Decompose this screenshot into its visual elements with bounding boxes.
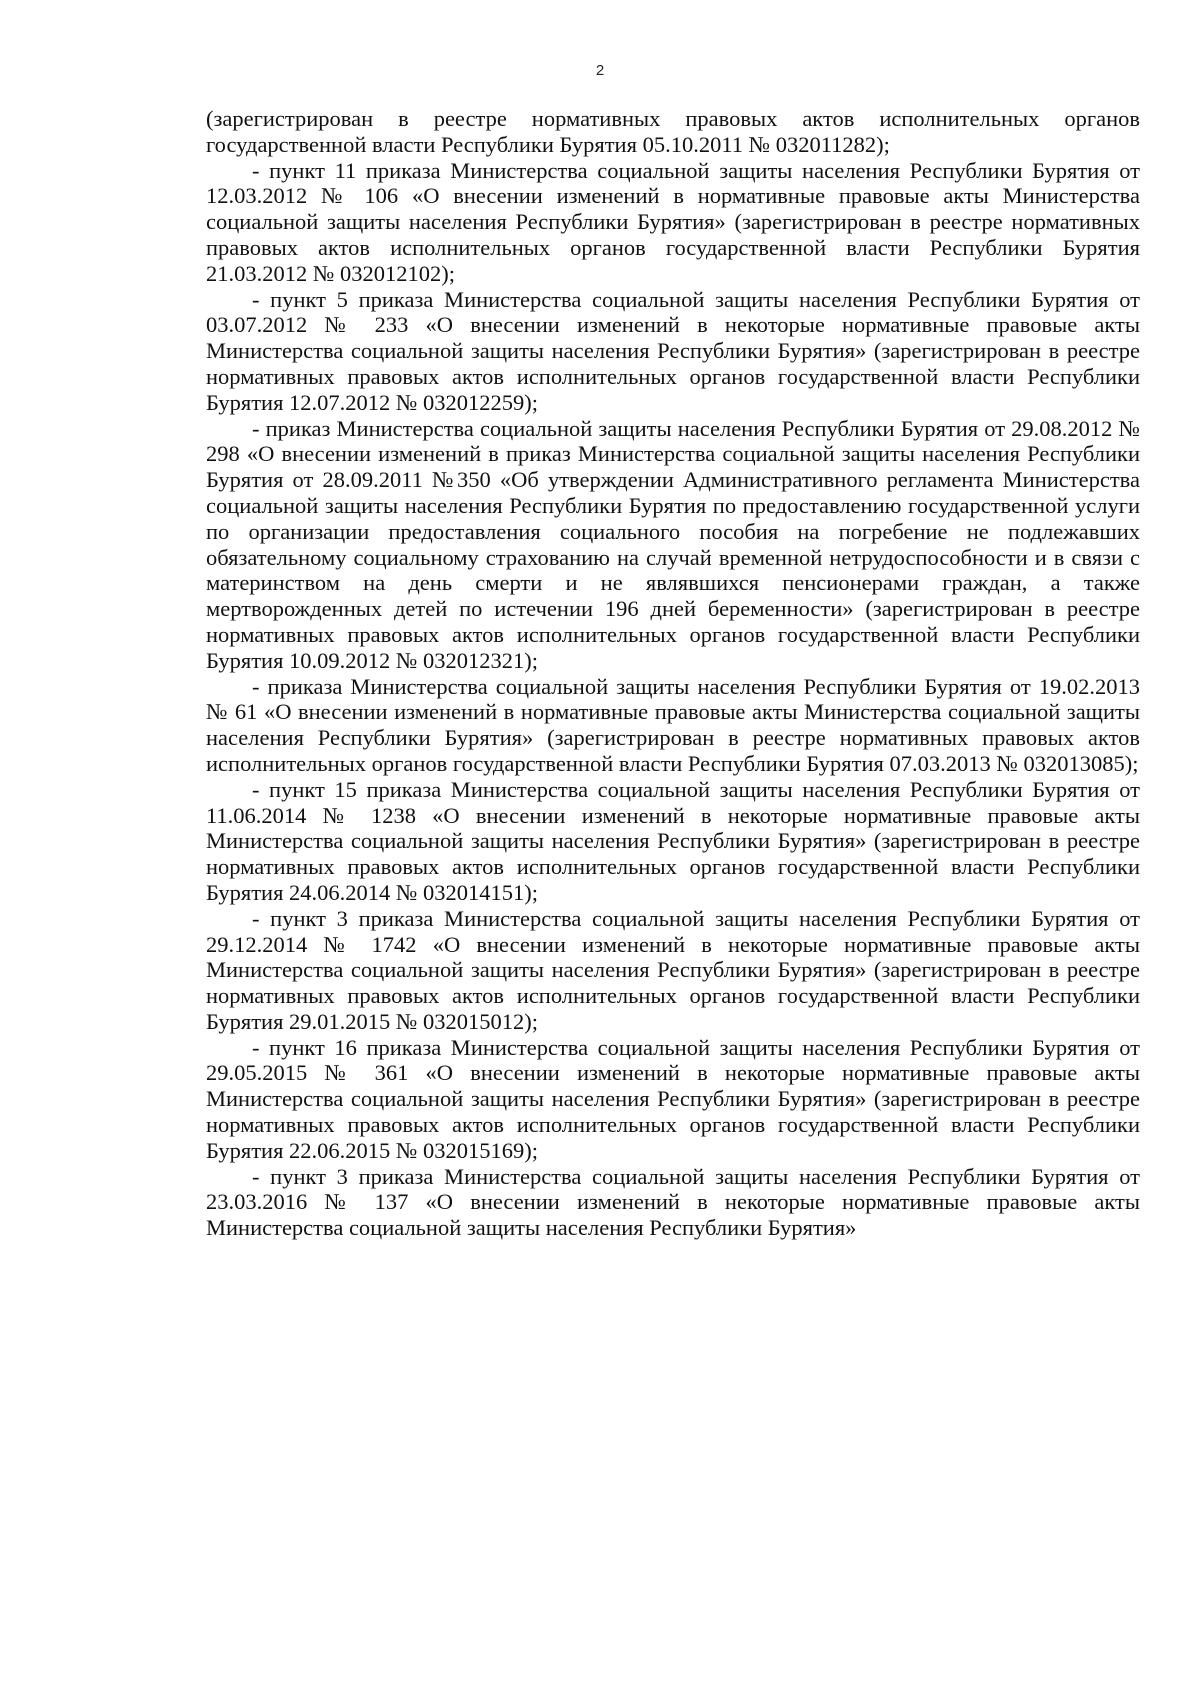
list-item: - приказа Министерства социальной защиты населения Республики Бурятия от 19.02.2013 № 61 «О внесении изменений в нормативные правовые акты Министерства социальной защиты населения Республики Бурятия» (зарегистрирован в реестре нормативных правовых актов исполнительных органов государственной власти Республики Бурятия 07.03.2013 № 032013085); — [206, 673, 1140, 776]
list-item: - приказ Министерства социальной защиты населения Республики Бурятия от 29.08.2012 № 298 «О внесении изменений в приказ Министерства социальной защиты населения Республики Бурятия от 28.09.2011 №350 «Об утверждении Административного регламента Министерства социальной защиты населения Республики Бурятия по предоставлению государственной услуги по организации предоставления социального пособия на погребение не подлежавших обязательному социальному страхованию на случай временной нетрудоспособности и в связи с материнством на день смерти и не являвшихся пенсионерами граждан, а также мертворожденных детей по истечении 196 дней беременности» (зарегистрирован в реестре нормативных правовых актов исполнительных органов государственной власти Республики Бурятия 10.09.2012 № 032012321); — [206, 415, 1140, 673]
list-item: - пункт 3 приказа Министерства социальной защиты населения Республики Бурятия от 23.03.2016 № 137 «О внесении изменений в некоторые нормативные правовые акты Министерства социальной защиты населения Республики Бурятия» — [206, 1163, 1140, 1241]
list-item: - пункт 3 приказа Министерства социальной защиты населения Республики Бурятия от 29.12.2014 № 1742 «О внесении изменений в некоторые нормативные правовые акты Министерства социальной защиты населения Республики Бурятия» (зарегистрирован в реестре нормативных правовых актов исполнительных органов государственной власти Республики Бурятия 29.01.2015 № 032015012); — [206, 905, 1140, 1034]
page-number: 2 — [595, 62, 605, 79]
list-item: - пункт 16 приказа Министерства социальной защиты населения Республики Бурятия от 29.05.2015 № 361 «О внесении изменений в некоторые нормативные правовые акты Министерства социальной защиты населения Республики Бурятия» (зарегистрирован в реестре нормативных правовых актов исполнительных органов государственной власти Республики Бурятия 22.06.2015 № 032015169); — [206, 1034, 1140, 1163]
paragraph-continuation: (зарегистрирован в реестре нормативных правовых актов исполнительных органов государственной власти Республики Бурятия 05.10.2011 № 032011282); — [206, 106, 1140, 157]
list-item: - пункт 15 приказа Министерства социальной защиты населения Республики Бурятия от 11.06.2014 № 1238 «О внесении изменений в некоторые нормативные правовые акты Министерства социальной защиты населения Республики Бурятия» (зарегистрирован в реестре нормативных правовых актов исполнительных органов государственной власти Республики Бурятия 24.06.2014 № 032014151); — [206, 776, 1140, 905]
list-item: - пункт 11 приказа Министерства социальной защиты населения Республики Бурятия от 12.03.2012 № 106 «О внесении изменений в нормативные правовые акты Министерства социальной защиты населения Республики Бурятия» (зарегистрирован в реестре нормативных правовых актов исполнительных органов государственной власти Республики Бурятия 21.03.2012 № 032012102); — [206, 157, 1140, 286]
document-body — [206, 106, 1140, 1241]
list-item: - пункт 5 приказа Министерства социальной защиты населения Республики Бурятия от 03.07.2012 № 233 «О внесении изменений в некоторые нормативные правовые акты Министерства социальной защиты населения Республики Бурятия» (зарегистрирован в реестре нормативных правовых актов исполнительных органов государственной власти Республики Бурятия 12.07.2012 № 032012259); — [206, 286, 1140, 415]
